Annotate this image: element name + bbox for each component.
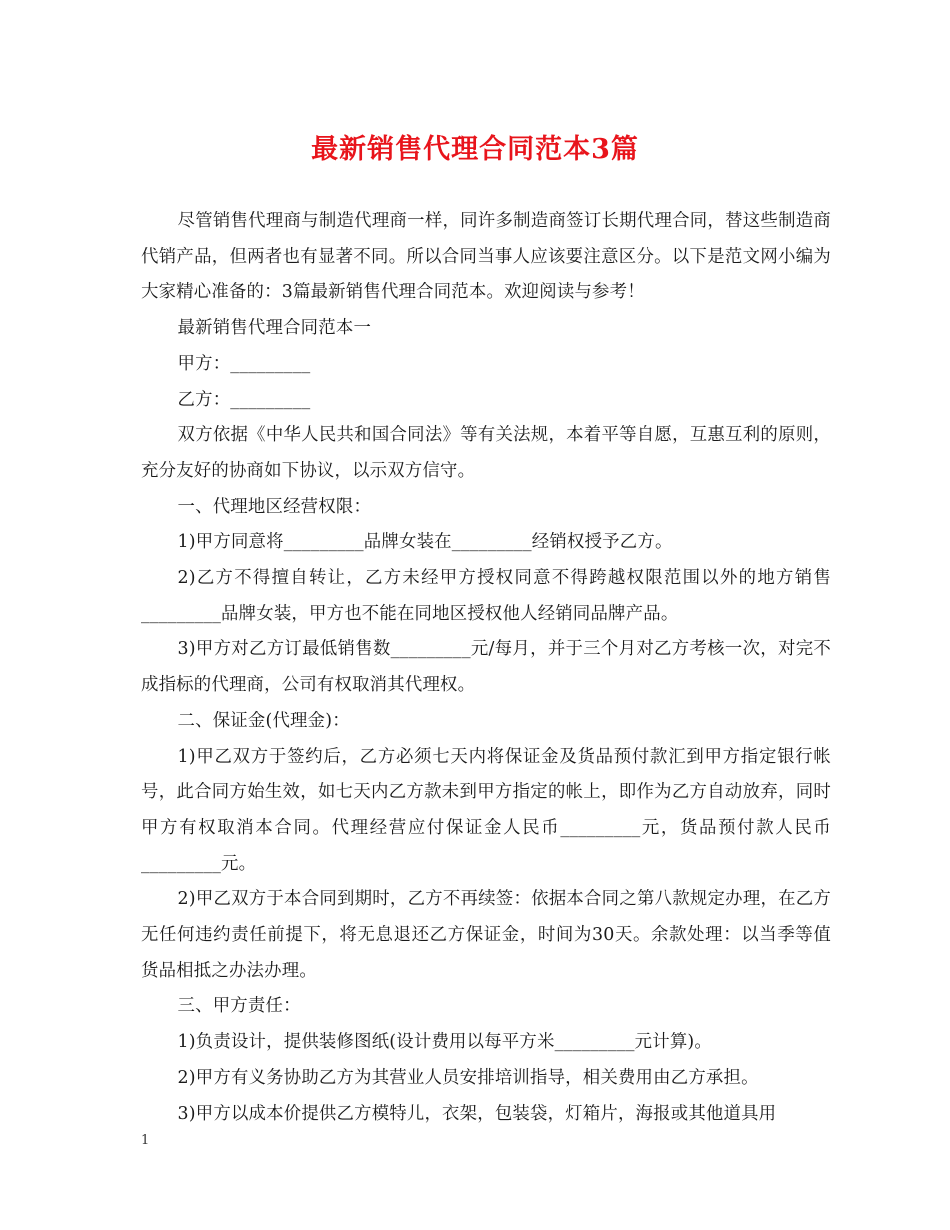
page-number: 1 (141, 1133, 150, 1148)
section-heading-1: 一、代理地区经营权限： (177, 496, 372, 517)
clause-1-3: 3)甲方对乙方订最低销售数_________元/每月，并于三个月对乙方考核一次，对完不成指标的代理商，公司有权取消其代理权。 (141, 639, 831, 696)
clause-2-1: 1)甲乙双方于签约后，乙方必须七天内将保证金及货品预付款汇到甲方指定银行帐号，此合同方始生效，如七天内乙方款未到甲方指定的帐上，即作为乙方自动放弃，同时甲方有权取消本合同。代理经营应付保证金人民币_________元，货品预付款人民币_________元。 (141, 746, 831, 874)
paragraph-party-b: 乙方：_________ (177, 389, 311, 410)
document-body (141, 204, 831, 1132)
clause-2-2: 2)甲乙双方于本合同到期时，乙方不再续签：依据本合同之第八款规定办理，在乙方无任何违约责任前提下，将无息退还乙方保证金，时间为30天。余款处理：以当季等值货品相抵之办法办理。 (141, 889, 831, 981)
clause-3-1: 1)负责设计，提供装修图纸(设计费用以每平方米_________元计算)。 (177, 1032, 712, 1053)
document-title: 最新销售代理合同范本3篇 (311, 134, 639, 165)
section-heading-3: 三、甲方责任： (177, 996, 301, 1017)
section-heading-2: 二、保证金(代理金)： (177, 710, 350, 731)
clause-3-3: 3)甲方以成本价提供乙方模特儿，衣架，包装袋，灯箱片，海报或其他道具用 (177, 1103, 777, 1124)
paragraph-party-a: 甲方：_________ (177, 353, 311, 374)
clause-3-2: 2)甲方有义务协助乙方为其营业人员安排培训指导，相关费用由乙方承担。 (177, 1067, 759, 1088)
paragraph-preamble: 双方依据《中华人民共和国合同法》等有关法规，本着平等自愿，互惠互利的原则，充分友好的协商如下协议，以示双方信守。 (141, 425, 831, 481)
clause-1-2: 2)乙方不得擅自转让，乙方未经甲方授权同意不得跨越权限范围以外的地方销售_________品牌女装，甲方也不能在同地区授权他人经销同品牌产品。 (141, 568, 831, 624)
paragraph-intro: 尽管销售代理商与制造代理商一样，同许多制造商签订长期代理合同，替这些制造商代销产品，但两者也有显著不同。所以合同当事人应该要注意区分。以下是范文网小编为大家精心准备的：3篇最新销售代理合同范本。欢迎阅读与参考！ (141, 211, 831, 303)
clause-1-1: 1)甲方同意将_________品牌女装在_________经销权授予乙方。 (177, 532, 673, 553)
paragraph-subtitle: 最新销售代理合同范本一 (177, 318, 372, 339)
